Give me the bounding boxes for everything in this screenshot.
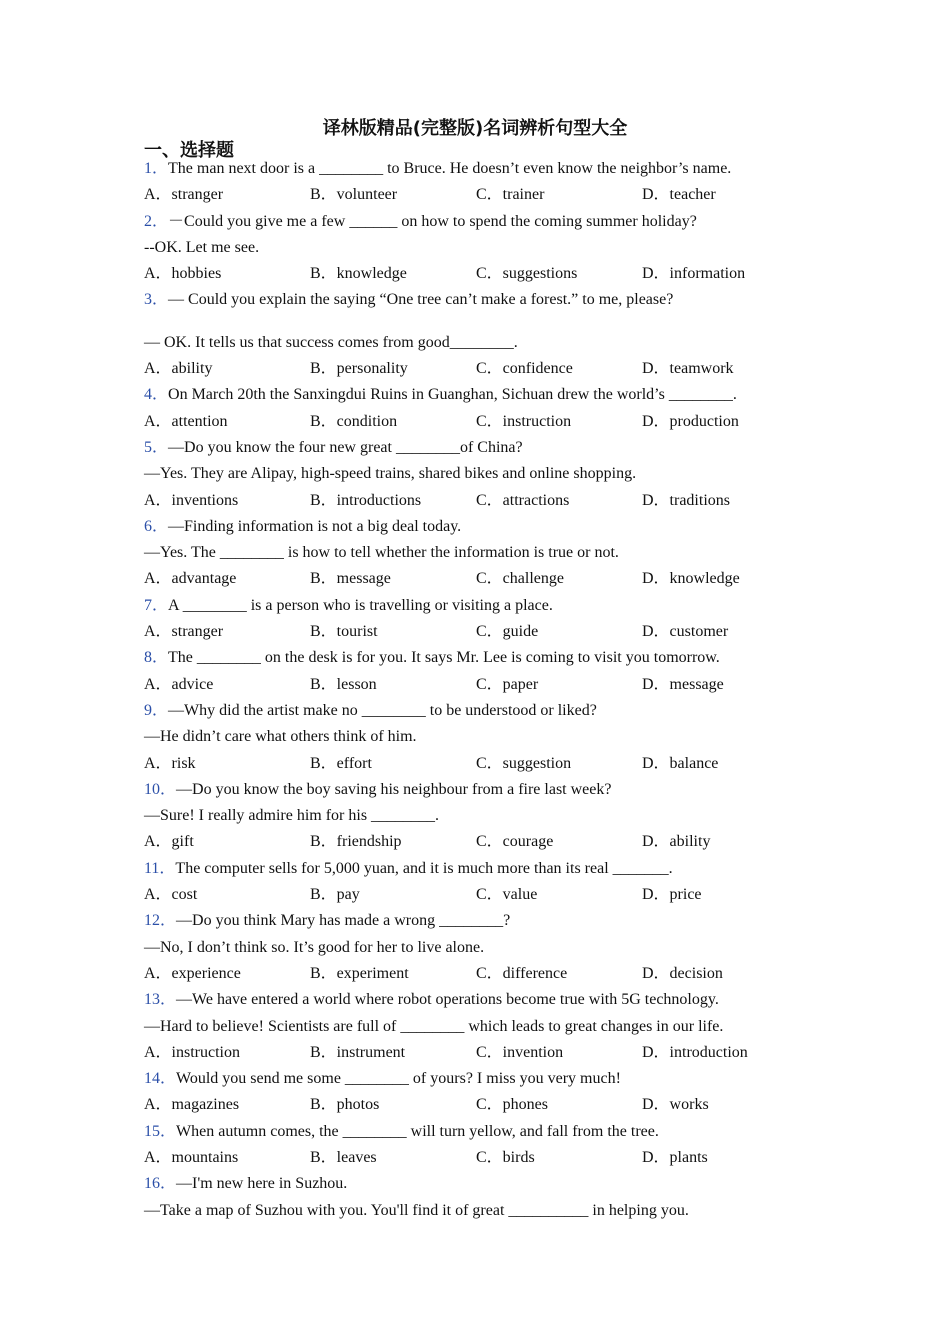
question-item (144, 435, 784, 514)
answer-option: C．courage (476, 833, 554, 851)
answer-option: C．difference (476, 964, 568, 982)
question-number: 14． (144, 1070, 177, 1088)
question-text: —Yes. The ________ is how to tell whether the information is true or not. (144, 544, 619, 562)
question-continuation (144, 724, 784, 750)
question-number: 4． (144, 386, 169, 404)
question-item (144, 1119, 784, 1172)
question-number: 2． (144, 212, 169, 230)
question-item (144, 1066, 784, 1119)
answer-option: C．attractions (476, 491, 570, 509)
answer-option: D．price (642, 886, 702, 904)
question-number: 8． (144, 649, 169, 667)
answer-option: D．knowledge (642, 570, 740, 588)
question-text: —Do you know the boy saving his neighbour from a fire last week? (176, 780, 612, 798)
question-item (144, 382, 784, 435)
answer-options (144, 619, 784, 645)
question-number: 6． (144, 517, 169, 535)
answer-options (144, 961, 784, 987)
question-stem (144, 987, 784, 1013)
question-stem (144, 435, 784, 461)
answer-options (144, 182, 784, 208)
question-text: — Could you explain the saying “One tree can’t make a forest.” to me, please? (168, 291, 674, 309)
answer-options (144, 882, 784, 908)
question-item (144, 698, 784, 777)
question-text: —Why did the artist make no ________ to be understood or liked? (168, 701, 597, 719)
question-text: A ________ is a person who is travelling or visiting a place. (168, 596, 553, 614)
answer-option: C．phones (476, 1096, 549, 1114)
answer-option: A．experience (144, 964, 241, 982)
question-text: The man next door is a ________ to Bruce. He doesn’t even know the neighbor’s name. (168, 160, 732, 177)
answer-option: A．cost (144, 886, 198, 904)
answer-option: D．message (642, 675, 724, 693)
question-item (144, 1171, 784, 1224)
question-stem (144, 1119, 784, 1145)
answer-option: B．leaves (310, 1148, 377, 1166)
question-text: —He didn’t care what others think of him. (144, 728, 417, 746)
question-item (144, 777, 784, 856)
question-stem (144, 287, 784, 313)
question-text: —Take a map of Suzhou with you. You'll find it of great __________ in helping you. (144, 1201, 689, 1219)
answer-option: A．advice (144, 675, 214, 693)
question-item (144, 156, 784, 209)
answer-option: D．traditions (642, 491, 730, 509)
question-number: 16． (144, 1175, 177, 1193)
answer-options (144, 1092, 784, 1118)
answer-option: D．teacher (642, 186, 716, 204)
question-continuation (144, 935, 784, 961)
answer-option: B．message (310, 570, 391, 588)
question-item (144, 908, 784, 987)
question-stem (144, 856, 784, 882)
question-text: —Finding information is not a big deal today. (168, 517, 462, 535)
question-stem (144, 698, 784, 724)
answer-option: B．instrument (310, 1043, 406, 1061)
answer-option: A．attention (144, 412, 228, 430)
question-continuation (144, 330, 784, 356)
answer-option: C．birds (476, 1148, 535, 1166)
answer-option: D．teamwork (642, 360, 734, 378)
answer-option: D．works (642, 1096, 709, 1114)
question-text: —We have entered a world where robot operations become true with 5G technology. (176, 991, 719, 1009)
answer-option: C．challenge (476, 570, 564, 588)
answer-option: A．hobbies (144, 265, 222, 283)
answer-option: A．mountains (144, 1148, 239, 1166)
answer-option: D．customer (642, 623, 729, 641)
answer-options (144, 261, 784, 287)
question-text: —I'm new here in Suzhou. (176, 1175, 348, 1193)
answer-options (144, 356, 784, 382)
question-text: －Could you give me a few ______ on how to spend the coming summer holiday? (168, 212, 697, 230)
answer-option: D．decision (642, 964, 723, 982)
question-item (144, 209, 784, 288)
question-number: 11． (144, 859, 176, 877)
answer-option: C．suggestions (476, 265, 578, 283)
question-number: 1． (144, 160, 169, 177)
question-text: On March 20th the Sanxingdui Ruins in Guanghan, Sichuan drew the world’s ________. (168, 386, 737, 404)
answer-option: B．effort (310, 754, 372, 772)
answer-options (144, 751, 784, 777)
question-stem (144, 156, 784, 182)
question-text: —Yes. They are Alipay, high-speed trains, shared bikes and online shopping. (144, 465, 637, 483)
answer-option: B．experiment (310, 964, 409, 982)
question-continuation (144, 803, 784, 829)
question-number: 9． (144, 701, 169, 719)
question-continuation (144, 1014, 784, 1040)
answer-option: A．stranger (144, 623, 224, 641)
question-text: —No, I don’t think so. It’s good for her to live alone. (144, 938, 485, 956)
question-number: 12． (144, 912, 177, 930)
question-text: —Do you know the four new great ________of China? (168, 438, 523, 456)
answer-option: A．gift (144, 833, 194, 851)
answer-options (144, 1040, 784, 1066)
answer-option: B．volunteer (310, 186, 398, 204)
answer-option: B．lesson (310, 675, 377, 693)
question-number: 5． (144, 438, 169, 456)
question-continuation (144, 235, 784, 261)
question-text: Would you send me some ________ of yours? I miss you very much! (176, 1070, 621, 1088)
answer-options (144, 1145, 784, 1171)
answer-option: D．information (642, 265, 746, 283)
question-text: The computer sells for 5,000 yuan, and it is much more than its real _______. (175, 859, 673, 877)
answer-option: C．trainer (476, 186, 545, 204)
question-stem (144, 593, 784, 619)
question-text: —Hard to believe! Scientists are full of ________ which leads to great changes in our life. (144, 1017, 724, 1035)
question-continuation (144, 540, 784, 566)
question-number: 7． (144, 596, 169, 614)
answer-option: C．suggestion (476, 754, 572, 772)
question-text: When autumn comes, the ________ will turn yellow, and fall from the tree. (176, 1122, 659, 1140)
answer-option: A．risk (144, 754, 196, 772)
answer-option: B．friendship (310, 833, 402, 851)
question-item (144, 987, 784, 1066)
answer-option: C．value (476, 886, 538, 904)
answer-option: D．introduction (642, 1043, 748, 1061)
question-stem (144, 1171, 784, 1197)
answer-option: C．instruction (476, 412, 572, 430)
question-text: —Sure! I really admire him for his ________. (144, 807, 440, 825)
section-heading: 一、选择题 (144, 140, 234, 161)
question-list (144, 156, 784, 1224)
question-item (144, 287, 784, 382)
answer-option: B．photos (310, 1096, 380, 1114)
answer-option: A．advantage (144, 570, 237, 588)
question-text: The ________ on the desk is for you. It says Mr. Lee is coming to visit you tomorrow. (168, 649, 720, 667)
question-stem (144, 382, 784, 408)
question-text: — OK. It tells us that success comes from good________. (144, 333, 518, 351)
question-number: 15． (144, 1122, 177, 1140)
answer-option: C．paper (476, 675, 539, 693)
question-item (144, 593, 784, 646)
question-stem (144, 777, 784, 803)
question-continuation (144, 1198, 784, 1224)
answer-option: A．magazines (144, 1096, 240, 1114)
answer-options (144, 488, 784, 514)
question-number: 10． (144, 780, 177, 798)
answer-option: A．ability (144, 360, 213, 378)
answer-option: B．knowledge (310, 265, 407, 283)
question-text: --OK. Let me see. (144, 238, 260, 256)
question-item (144, 856, 784, 909)
question-item (144, 645, 784, 698)
question-stem (144, 1066, 784, 1092)
answer-option: B．pay (310, 886, 360, 904)
answer-option: B．introductions (310, 491, 422, 509)
answer-option: B．tourist (310, 623, 378, 641)
answer-option: D．plants (642, 1148, 708, 1166)
question-text: —Do you think Mary has made a wrong ________? (176, 912, 511, 930)
question-stem (144, 908, 784, 934)
answer-option: B．condition (310, 412, 398, 430)
answer-option: C．invention (476, 1043, 564, 1061)
answer-options (144, 672, 784, 698)
answer-options (144, 566, 784, 592)
answer-option: B．personality (310, 360, 408, 378)
question-item (144, 514, 784, 593)
question-stem (144, 514, 784, 540)
answer-option: A．instruction (144, 1043, 240, 1061)
answer-option: D．production (642, 412, 739, 430)
question-stem (144, 645, 784, 671)
page-title: 译林版精品(完整版)名词辨析句型大全 (322, 118, 628, 139)
answer-option: D．balance (642, 754, 719, 772)
question-number: 13． (144, 991, 177, 1009)
answer-option: C．guide (476, 623, 539, 641)
answer-options (144, 409, 784, 435)
answer-option: D．ability (642, 833, 711, 851)
question-continuation (144, 461, 784, 487)
question-stem (144, 209, 784, 235)
answer-option: A．stranger (144, 186, 224, 204)
answer-options (144, 829, 784, 855)
answer-option: C．confidence (476, 360, 573, 378)
answer-option: A．inventions (144, 491, 239, 509)
question-number: 3． (144, 291, 169, 309)
